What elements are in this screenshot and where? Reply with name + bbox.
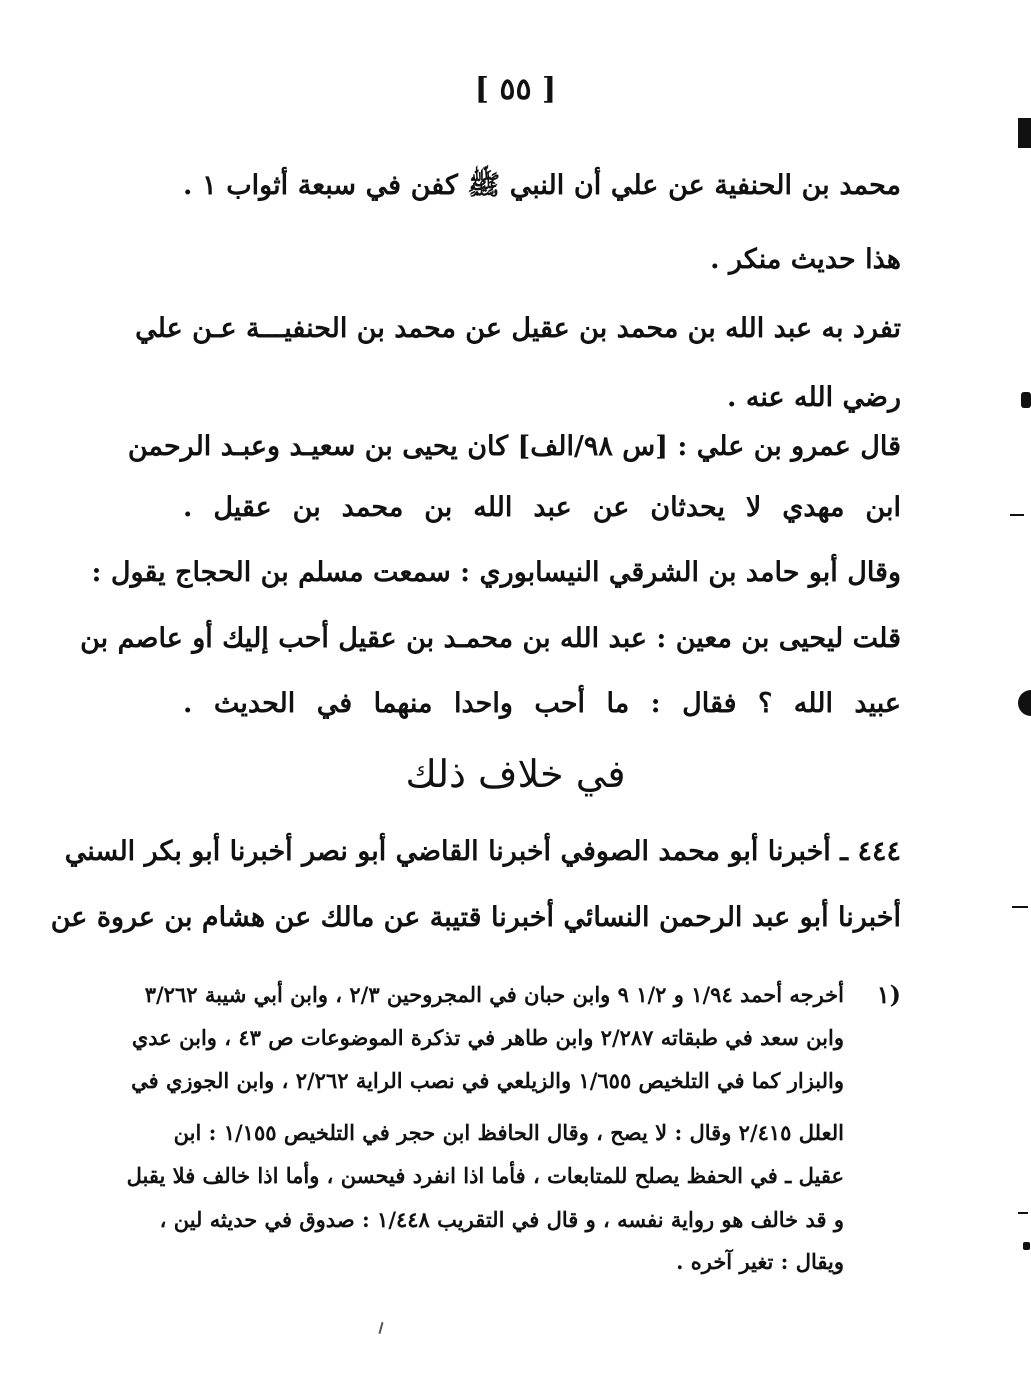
scan-stray-mark (378, 1322, 383, 1334)
hadith-line: أخبرنا أبو عبد الرحمن النسائي أخبرنا قتيبة عن مالك عن هشام بن عروة عن (50, 902, 901, 933)
body-line: وقال أبو حامد بن الشرقي النيسابوري : سمعت مسلم بن الحجاج يقول : (91, 557, 901, 588)
body-line: ابن مهدي لا يحدثان عن عبد الله بن محمد بن عقيل . (183, 492, 901, 523)
footnote-line: وابن سعد في طبقاته ٢/٢٨٧ وابن طاهر في تذكرة الموضوعات ص ٤٣ ، وابن عدي (131, 1025, 844, 1050)
footnote-line: عقيل ـ في الحفظ يصلح للمتابعات ، فأما اذا انفرد فيحسن ، وأما اذا خالف فلا يقبل (126, 1163, 844, 1188)
section-heading: في خلاف ذلك (405, 752, 626, 796)
body-line: تفرد به عبد الله بن محمد بن عقيل عن محمد بن الحنفيـــة عـن علي (135, 313, 901, 344)
footnote-line: و قد خالف هو رواية نفسه ، و قال في التقريب ١/٤٤٨ : صدوق في حديثه لين ، (159, 1207, 844, 1232)
footnote-line: العلل ٢/٤١٥ وقال : لا يصح ، وقال الحافظ ابن حجر في التلخيص ١/١٥٥ : ابن (173, 1120, 844, 1145)
footnote-line: أخرجه أحمد ١/٩٤ و ١/٢ ٩ وابن حبان في المجروحين ٢/٣ ، وابن أبي شيبة ٣/٢٦٢ (144, 982, 844, 1007)
scan-edge-mark (1018, 690, 1031, 716)
footnote-line: ويقال : تغير آخره . (676, 1249, 844, 1274)
scan-edge-mark (1018, 1212, 1028, 1214)
scan-edge-mark (1018, 118, 1031, 148)
page-number: [ ٥٥ ] (474, 72, 557, 107)
scan-edge-mark (1012, 906, 1028, 908)
hadith-line: ٤٤٤ ـ أخبرنا أبو محمد الصوفي أخبرنا القاضي أبو نصر أخبرنا أبو بكر السني (64, 836, 901, 867)
body-line: قال عمرو بن علي : [س ٩٨/الف] كان يحيى بن سعيـد وعبـد الرحمن (127, 431, 901, 462)
body-line: رضي الله عنه . (727, 382, 901, 413)
body-line: عبيد الله ؟ فقال : ما أحب واحدا منهما في الحديث . (183, 688, 901, 719)
body-line: قلت ليحيى بن معين : عبد الله بن محمـد بن عقيل أحب إليك أو عاصم بن (80, 623, 901, 654)
footnote-marker: ١) (876, 980, 901, 1009)
scan-edge-mark (1023, 1242, 1030, 1250)
scan-edge-mark (1010, 514, 1024, 516)
scan-edge-mark (1021, 392, 1031, 408)
body-line: هذا حديث منكر . (710, 244, 901, 275)
body-line: محمد بن الحنفية عن علي أن النبي ﷺ كفن في سبعة أثواب ١ . (183, 170, 901, 201)
footnote-line: والبزار كما في التلخيص ١/٦٥٥ والزيلعي في نصب الراية ٢/٢٦٢ ، وابن الجوزي في (131, 1068, 844, 1093)
